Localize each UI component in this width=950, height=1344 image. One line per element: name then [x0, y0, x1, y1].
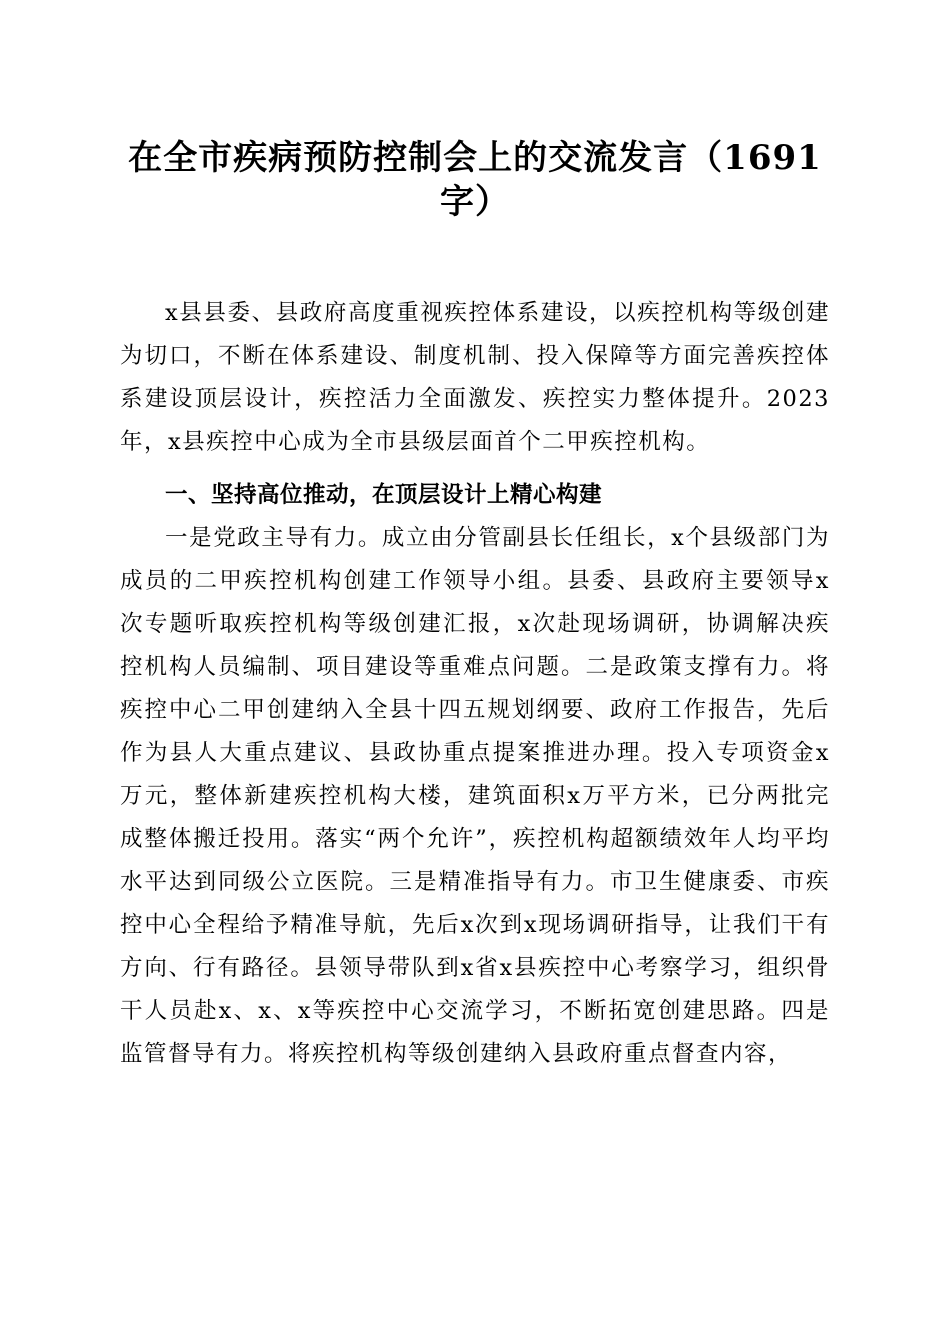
document-body	[120, 292, 830, 1076]
intro-paragraph: x县县委、县政府高度重视疾控体系建设，以疾控机构等级创建为切口，不断在体系建设、制度机制、投入保障等方面完善疾控体系建设顶层设计，疾控活力全面激发、疾控实力整体提升。2023年，x县疾控中心成为全市县级层面首个二甲疾控机构。	[120, 300, 830, 455]
section-paragraph: 一是党政主导有力。成立由分管副县长任组长，x个县级部门为成员的二甲疾控机构创建工作领导小组。县委、县政府主要领导x次专题听取疾控机构等级创建汇报，x次赴现场调研，协调解决疾控机构人员编制、项目建设等重难点问题。二是政策支撑有力。将疾控中心二甲创建纳入全县十四五规划纲要、政府工作报告，先后作为县人大重点建议、县政协重点提案推进办理。投入专项资金x万元，整体新建疾控机构大楼，建筑面积x万平方米，已分两批完成整体搬迁投用。落实“两个允许”，疾控机构超额绩效年人均平均水平达到同级公立医院。三是精准指导有力。市卫生健康委、市疾控中心全程给予精准导航，先后x次到x现场调研指导，让我们干有方向、行有路径。县领导带队到x省x县疾控中心考察学习，组织骨干人员赴x、x、x等疾控中心交流学习，不断拓宽创建思路。四是监管督导有力。将疾控机构等级创建纳入县政府重点督查内容，	[120, 525, 830, 1067]
document-title: 在全市疾病预防控制会上的交流发言（1691字）	[128, 138, 822, 222]
section-heading: 一、坚持高位推动，在顶层设计上精心构建	[165, 482, 603, 508]
